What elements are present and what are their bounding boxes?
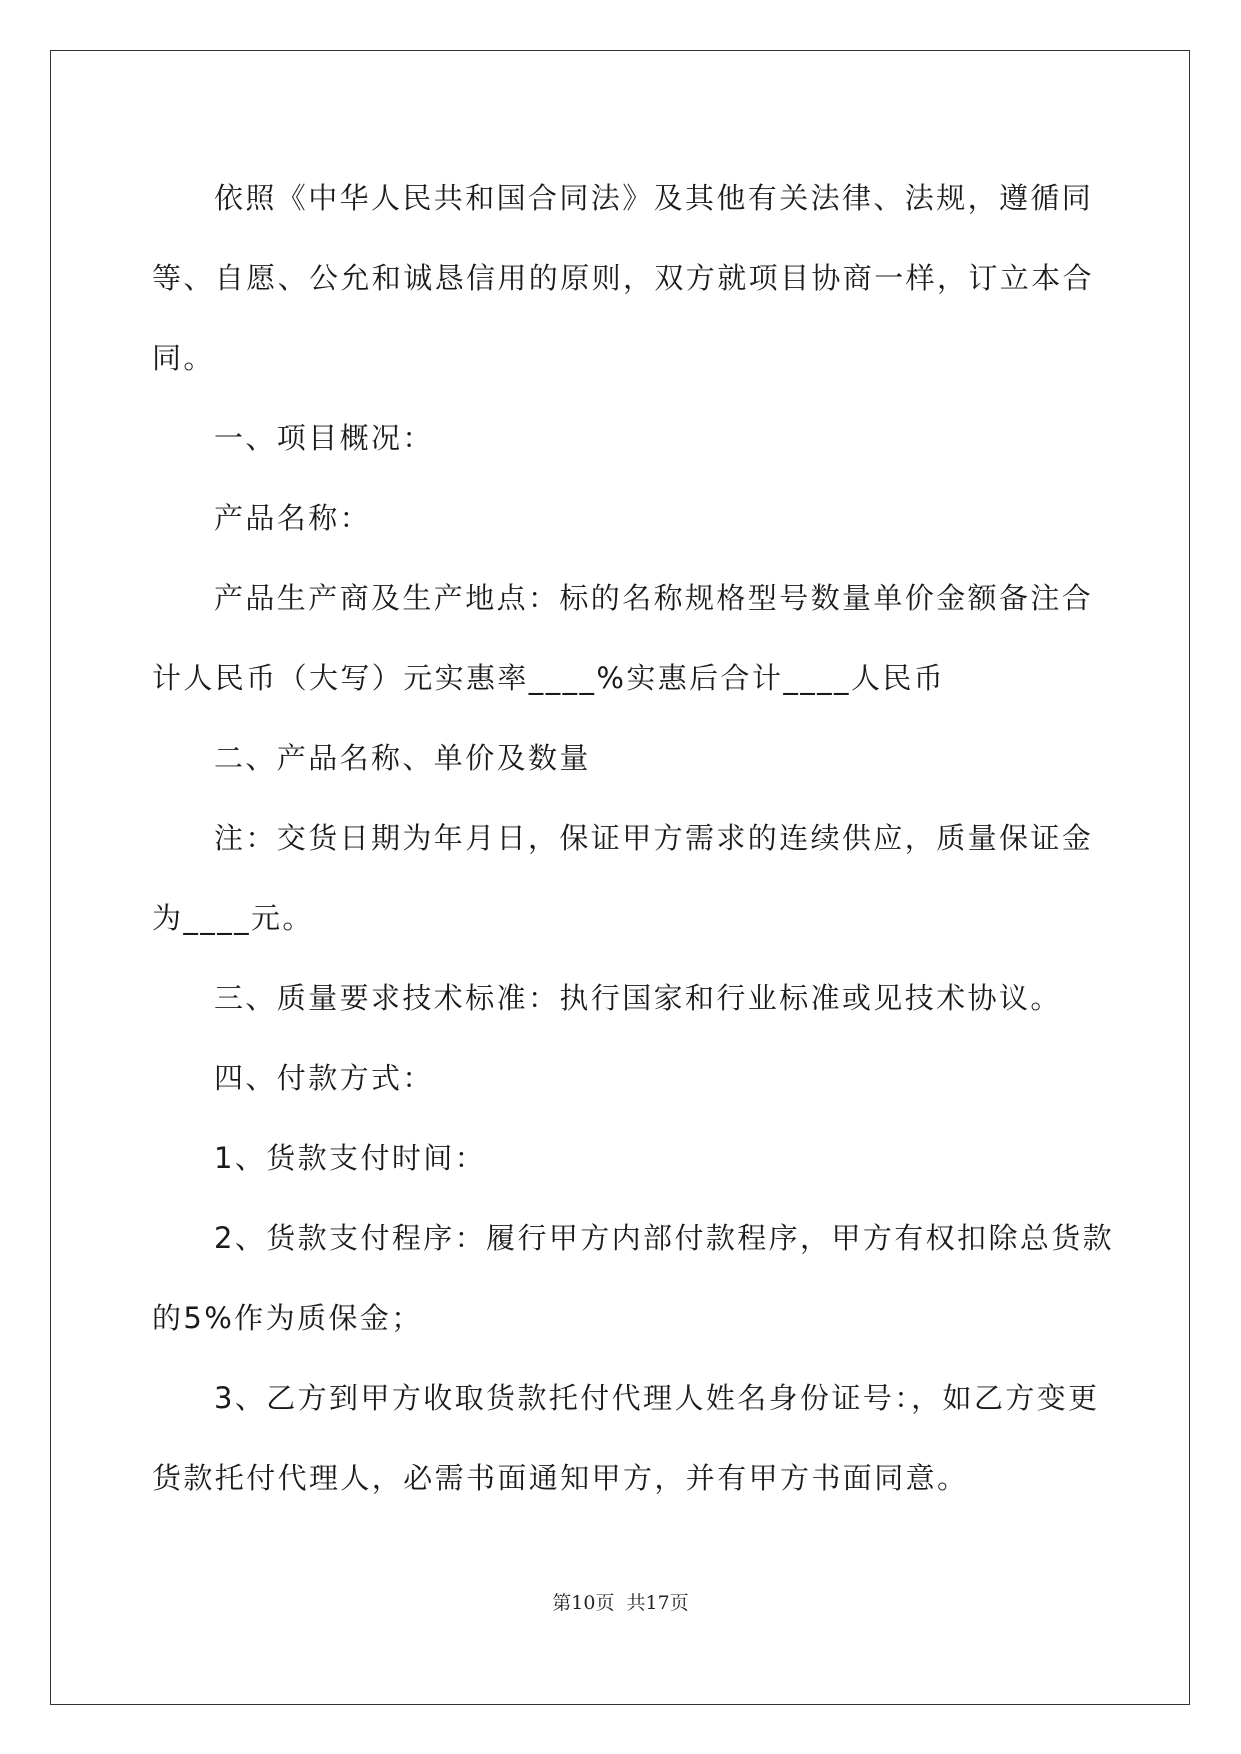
list-item: 货款托付代理人，必需书面通知甲方，并有甲方书面同意。: [152, 1461, 969, 1495]
list-item: 3、乙方到甲方收取货款托付代理人姓名身份证号：，如乙方变更: [214, 1381, 1100, 1415]
section-heading: 四、付款方式：: [214, 1061, 434, 1095]
section-heading: 三、质量要求技术标准：执行国家和行业标准或见技术协议。: [214, 981, 1062, 1015]
paragraph-line: 注：交货日期为年月日，保证甲方需求的连续供应，质量保证金: [214, 821, 1094, 855]
page-number: 第10页 共17页: [552, 1592, 689, 1614]
paragraph-line: 计人民币（大写）元实惠率____%实惠后合计____人民币: [152, 661, 946, 695]
section-heading: 二、产品名称、单价及数量: [214, 741, 591, 775]
section-heading: 一、项目概况：: [214, 421, 434, 455]
list-item: 2、货款支付程序：履行甲方内部付款程序，甲方有权扣除总货款: [214, 1221, 1115, 1255]
list-item: 1、货款支付时间：: [214, 1141, 487, 1175]
paragraph-line: 同。: [152, 341, 215, 375]
paragraph-line: 等、自愿、公允和诚恳信用的原则，双方就项目协商一样，订立本合: [152, 261, 1095, 295]
document-body: [152, 158, 1115, 1518]
paragraph-line: 产品名称：: [214, 501, 372, 535]
paragraph-line: 依照《中华人民共和国合同法》及其他有关法律、法规，遵循同: [214, 181, 1094, 215]
list-item: 的5%作为质保金；: [152, 1301, 423, 1335]
paragraph-line: 为____元。: [152, 901, 314, 935]
paragraph-line: 产品生产商及生产地点：标的名称规格型号数量单价金额备注合: [214, 581, 1094, 615]
page-footer: [0, 1588, 1241, 1615]
